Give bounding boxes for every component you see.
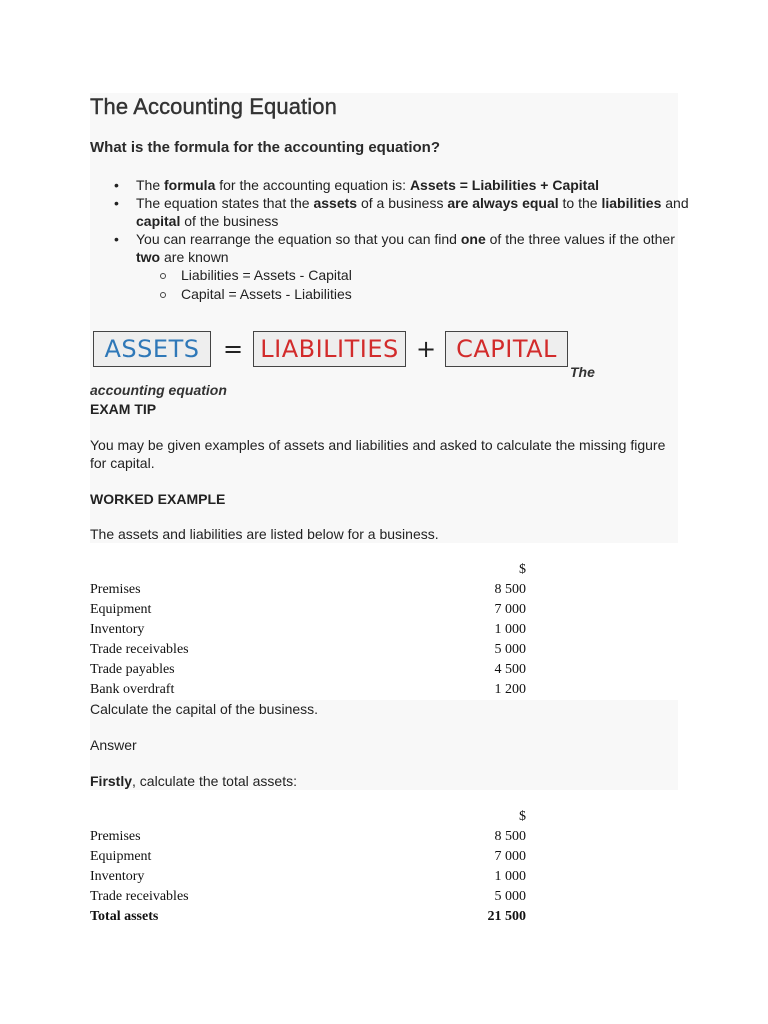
content-background-top: [90, 93, 678, 543]
sub-bullet-item: Liabilities = Assets - Capital: [181, 266, 696, 285]
question-text: Calculate the capital of the business.: [90, 701, 319, 717]
table-row: Trade payables 4 500: [90, 662, 526, 677]
currency-header: $: [519, 809, 526, 824]
table-row: Trade receivables 5 000: [90, 889, 526, 904]
balances-table: [90, 560, 526, 700]
page-title: The Accounting Equation: [90, 94, 337, 119]
figure-caption-start: The: [570, 364, 595, 380]
bullet-item: • You can rearrange the equation so that you can find one of the three values if the other two are known Liabilities = Assets - Capital Capital = Assets - Liabilities: [136, 230, 696, 304]
step-one-text: Firstly, calculate the total assets:: [90, 773, 297, 789]
table-row: Equipment 7 000: [90, 849, 526, 864]
table-row: Inventory 1 000: [90, 869, 526, 884]
total-row: Total assets 21 500: [90, 909, 526, 924]
bullet-list: [90, 176, 696, 304]
sub-bullet-list: [136, 266, 696, 304]
figure-caption-end: accounting equation: [90, 382, 227, 398]
section-heading: What is the formula for the accounting equation?: [90, 139, 441, 156]
total-assets-table: [90, 807, 526, 927]
currency-header: $: [519, 562, 526, 577]
equation-capital-box: CAPITAL: [445, 331, 568, 367]
exam-tip-heading: EXAM TIP: [90, 401, 157, 417]
equals-sign: =: [223, 335, 244, 363]
equation-liabilities-box: LIABILITIES: [253, 331, 406, 367]
table-row: Bank overdraft 1 200: [90, 682, 526, 697]
worked-example-intro: The assets and liabilities are listed below for a business.: [90, 526, 439, 542]
table-header-row: [90, 807, 526, 827]
answer-label: Answer: [90, 737, 137, 753]
plus-sign: +: [416, 335, 437, 363]
table-row: Premises 8 500: [90, 582, 526, 597]
table-row: Trade receivables 5 000: [90, 642, 526, 657]
equation-assets-box: ASSETS: [93, 331, 211, 367]
bullet-item: • The formula for the accounting equation is: Assets = Liabilities + Capital: [136, 176, 696, 194]
table-row: Premises 8 500: [90, 829, 526, 844]
sub-bullet-item: Capital = Assets - Liabilities: [181, 285, 696, 304]
table-row: Inventory 1 000: [90, 622, 526, 637]
exam-tip-text: You may be given examples of assets and liabilities and asked to calculate the missing figure for capital.: [90, 437, 666, 471]
table-row: Equipment 7 000: [90, 602, 526, 617]
worked-example-heading: WORKED EXAMPLE: [90, 491, 226, 507]
bullet-item: • The equation states that the assets of a business are always equal to the liabilities and capital of the business: [136, 194, 696, 230]
table-header-row: [90, 560, 526, 580]
